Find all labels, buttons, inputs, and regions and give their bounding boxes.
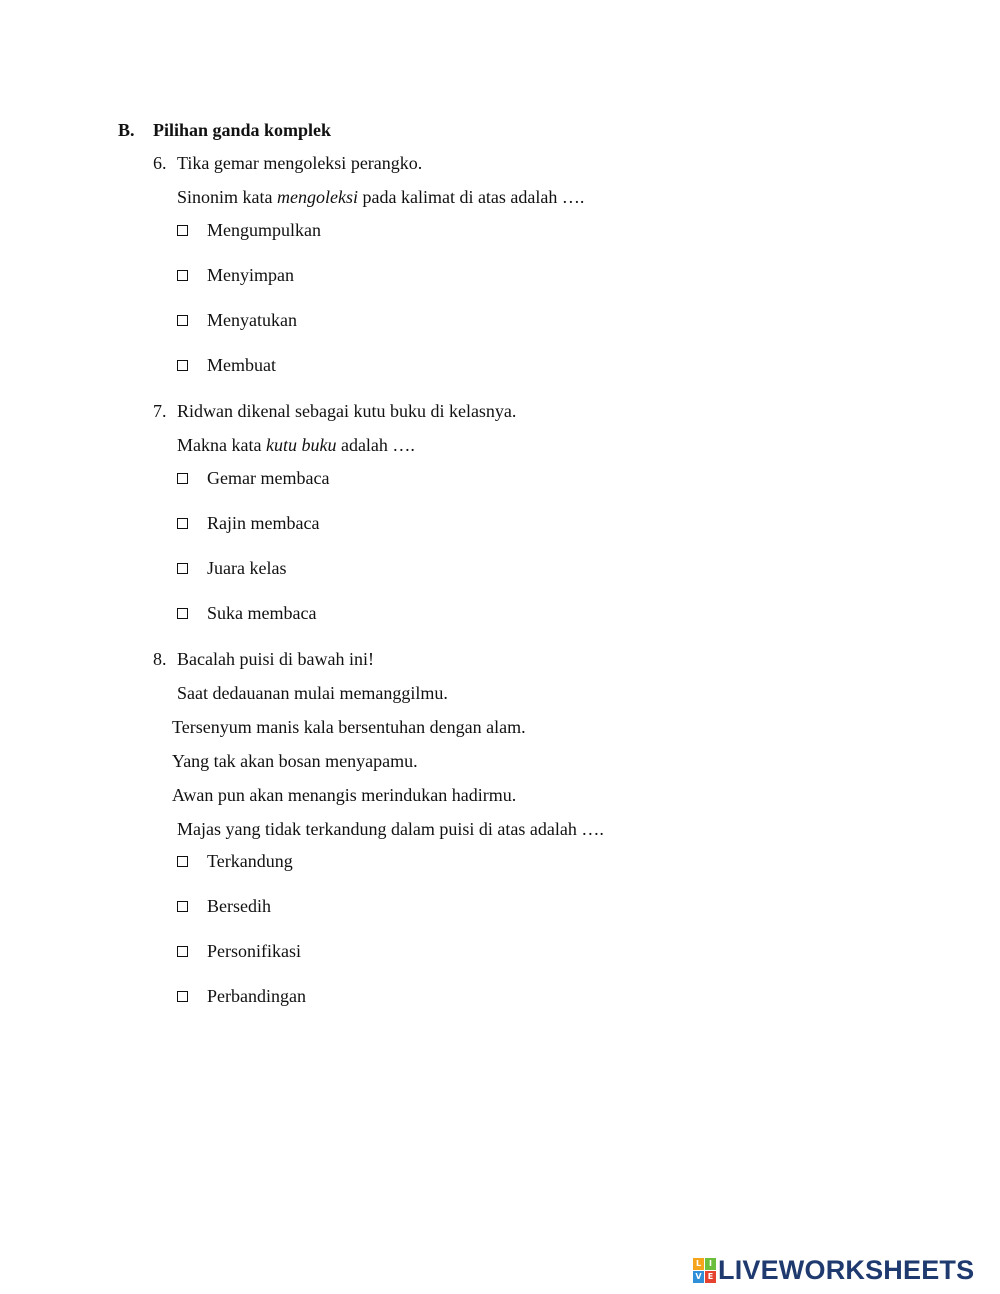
option-label: Bersedih: [207, 896, 271, 916]
checkbox[interactable]: [177, 518, 188, 529]
q7-option-4[interactable]: [177, 602, 316, 624]
q6-option-1[interactable]: [177, 219, 321, 241]
option-label: Membuat: [207, 355, 276, 375]
logo-mark-icon: [693, 1258, 715, 1282]
prompt-text-before: Makna kata: [177, 435, 266, 455]
q8-option-4[interactable]: [177, 985, 306, 1007]
option-label: Menyimpan: [207, 265, 294, 285]
poem-line-1: Saat dedauanan mulai memanggilmu.: [177, 683, 448, 703]
question-7-prompt: [177, 434, 415, 456]
question-7-stem: Ridwan dikenal sebagai kutu buku di kelasnya.: [177, 401, 517, 421]
q6-option-2[interactable]: [177, 264, 294, 286]
logo-mark-cell: V: [693, 1271, 704, 1283]
option-label: Menyatukan: [207, 310, 297, 330]
liveworksheets-logo: [693, 1255, 974, 1285]
section-title: Pilihan ganda komplek: [153, 120, 332, 140]
q8-option-3[interactable]: [177, 940, 301, 962]
q7-option-1[interactable]: [177, 467, 329, 489]
checkbox[interactable]: [177, 315, 188, 326]
option-label: Terkandung: [207, 851, 293, 871]
checkbox[interactable]: [177, 563, 188, 574]
checkbox[interactable]: [177, 856, 188, 867]
question-6-prompt: [177, 186, 584, 208]
logo-mark-cell: E: [705, 1271, 716, 1283]
logo-mark-cell: I: [705, 1258, 716, 1270]
question-8-number: 8.: [153, 649, 167, 669]
checkbox[interactable]: [177, 270, 188, 281]
option-label: Perbandingan: [207, 986, 306, 1006]
question-6-number: 6.: [153, 153, 167, 173]
question-8-stem: Bacalah puisi di bawah ini!: [177, 649, 374, 669]
checkbox[interactable]: [177, 360, 188, 371]
q7-option-3[interactable]: [177, 557, 286, 579]
prompt-text-before: Sinonim kata: [177, 187, 277, 207]
q8-option-1[interactable]: [177, 850, 293, 872]
prompt-text-after: adalah ….: [336, 435, 415, 455]
question-6-stem: Tika gemar mengoleksi perangko.: [177, 153, 423, 173]
option-label: Mengumpulkan: [207, 220, 321, 240]
section-letter: B.: [118, 120, 135, 140]
poem-line-4: Awan pun akan menangis merindukan hadirmu.: [172, 785, 517, 805]
option-label: Rajin membaca: [207, 513, 320, 533]
logo-text: LIVEWORKSHEETS: [718, 1255, 975, 1285]
checkbox[interactable]: [177, 901, 188, 912]
checkbox[interactable]: [177, 473, 188, 484]
checkbox[interactable]: [177, 225, 188, 236]
option-label: Suka membaca: [207, 603, 317, 623]
poem-line-2: Tersenyum manis kala bersentuhan dengan alam.: [172, 717, 526, 737]
option-label: Gemar membaca: [207, 468, 330, 488]
q6-option-4[interactable]: [177, 354, 276, 376]
option-label: Personifikasi: [207, 941, 301, 961]
checkbox[interactable]: [177, 991, 188, 1002]
option-label: Juara kelas: [207, 558, 287, 578]
question-8-prompt: Majas yang tidak terkandung dalam puisi di atas adalah ….: [177, 819, 604, 839]
checkbox[interactable]: [177, 946, 188, 957]
prompt-text-after: pada kalimat di atas adalah ….: [357, 187, 585, 207]
poem-line-3: Yang tak akan bosan menyapamu.: [172, 751, 418, 771]
checkbox[interactable]: [177, 608, 188, 619]
prompt-italic-word: kutu buku: [265, 435, 337, 455]
prompt-italic-word: mengoleksi: [277, 187, 358, 207]
q7-option-2[interactable]: [177, 512, 319, 534]
logo-mark-cell: L: [693, 1258, 704, 1270]
question-7-number: 7.: [153, 401, 167, 421]
q6-option-3[interactable]: [177, 309, 297, 331]
q8-option-2[interactable]: [177, 895, 271, 917]
